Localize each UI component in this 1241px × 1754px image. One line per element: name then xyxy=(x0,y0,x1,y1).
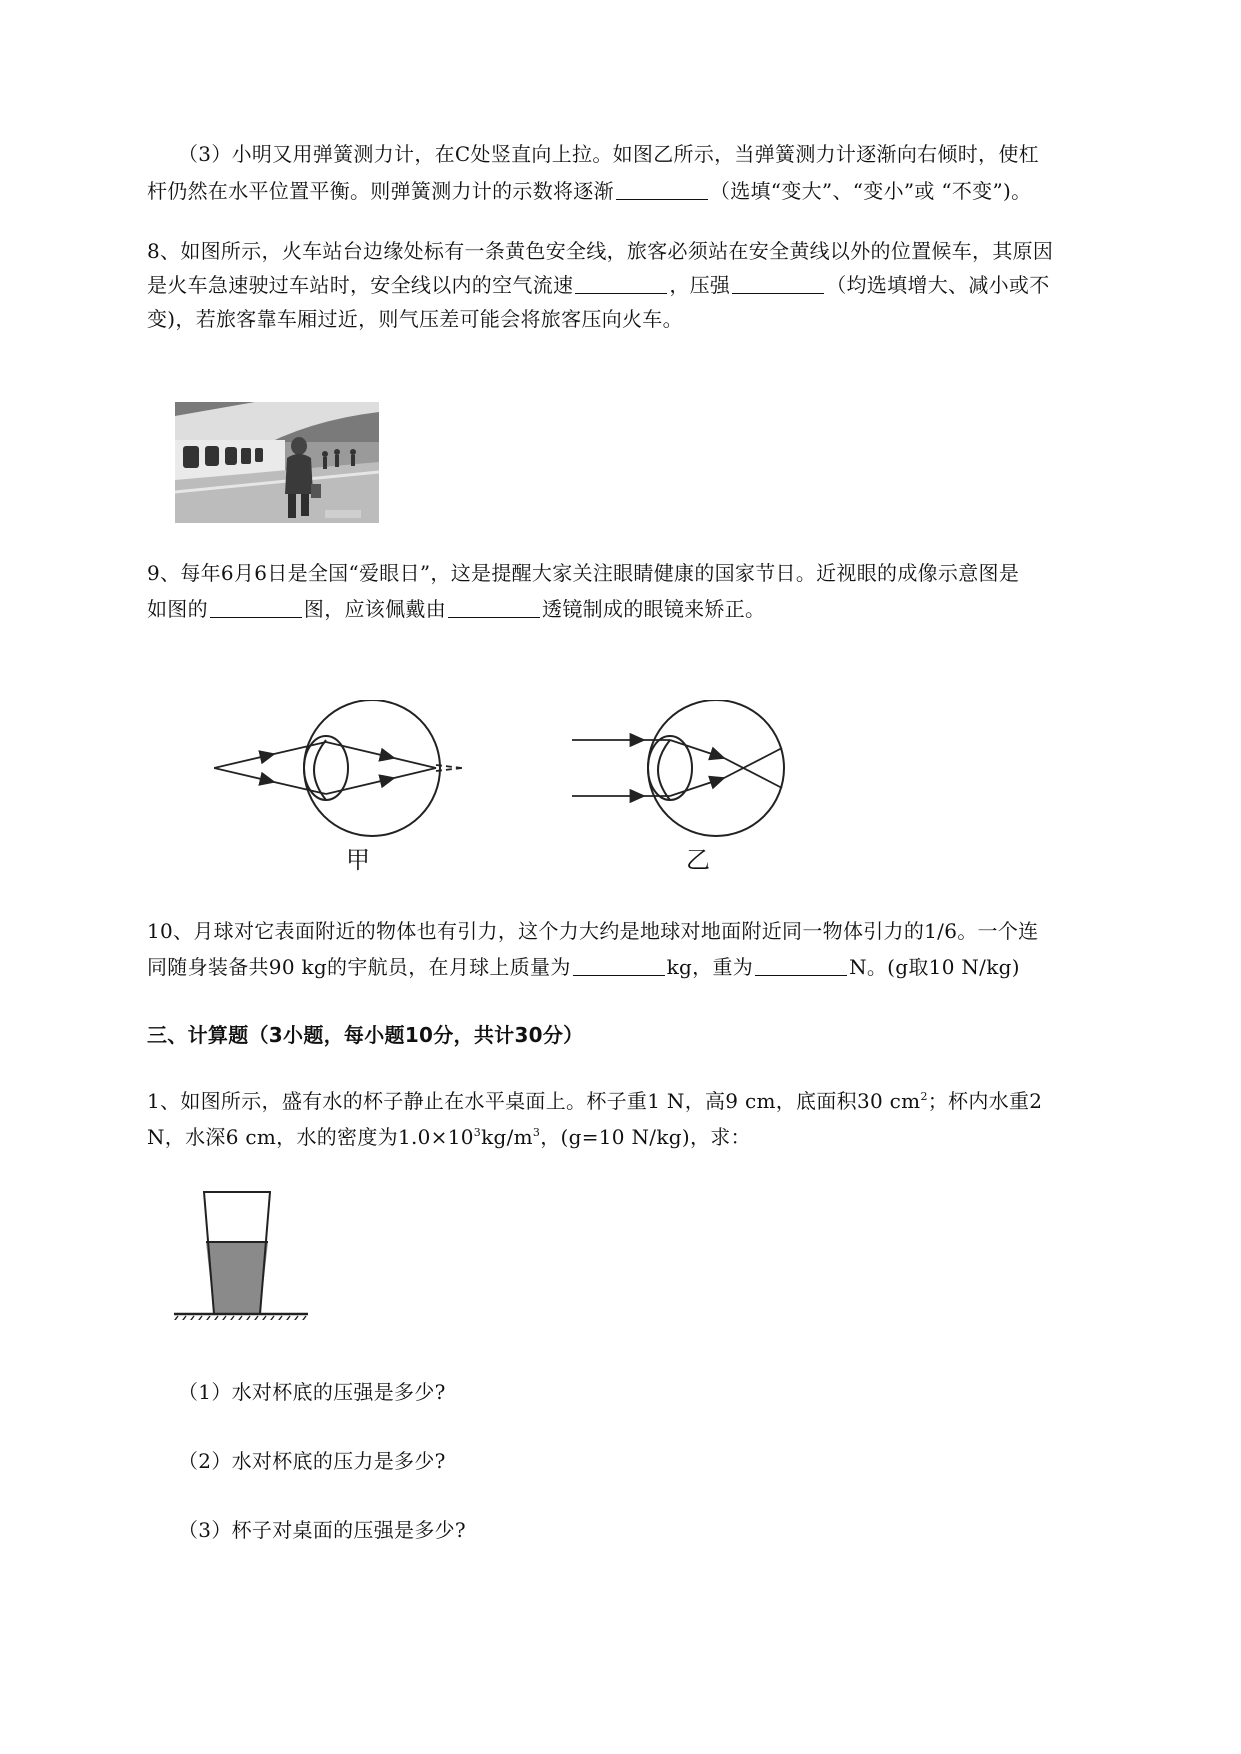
q10-answer-blank-1[interactable] xyxy=(573,955,665,976)
q8-text-b: ，压强 xyxy=(669,273,731,297)
c1-text-2b: kg/m xyxy=(481,1125,533,1149)
q7-text-a: 杆仍然在水平位置平衡。则弹簧测力计的示数将逐渐 xyxy=(147,179,614,203)
eye-label-jia: 甲 xyxy=(346,846,371,874)
q7-part3-line1: （3）小明又用弹簧测力计，在C处竖直向上拉。如图乙所示，当弹簧测力计逐渐向右倾时，使杠 xyxy=(178,142,1039,166)
c1-sup-3: 3 xyxy=(532,1126,541,1139)
q10-line1: 10、月球对它表面附近的物体也有引力，这个力大约是地球对地面附近同一物体引力的1/6。一个连 xyxy=(147,919,1039,943)
q8-answer-blank-2[interactable] xyxy=(732,273,824,294)
q9-line2 xyxy=(147,594,765,624)
q8-line3: 变)，若旅客靠车厢过近，则气压差可能会将旅客压向火车。 xyxy=(147,307,683,331)
q8-text-a: 是火车急速驶过车站时，安全线以内的空气流速 xyxy=(147,273,574,297)
eye-diagrams xyxy=(214,700,834,880)
q9-line1: 9、每年6月6日是全国“爱眼日”，这是提醒大家关注眼睛健康的国家节日。近视眼的成像示意图是 xyxy=(147,561,1020,585)
q7-text-b: （选填“变大”、“变小”或 “不变”)。 xyxy=(709,179,1032,203)
q9-text-c: 透镜制成的眼镜来矫正。 xyxy=(542,597,766,621)
c1-text-1b: ；杯内水重2 xyxy=(927,1089,1043,1113)
q9-text-b: 图，应该佩戴由 xyxy=(303,597,447,621)
q9-answer-blank-2[interactable] xyxy=(448,597,540,618)
eye-diagram-jia xyxy=(214,700,462,836)
section-3-heading: 三、计算题（3小题，每小题10分，共计30分） xyxy=(147,1023,584,1047)
q8-line2 xyxy=(147,270,1050,300)
q10-answer-blank-2[interactable] xyxy=(755,955,847,976)
train-station-photo xyxy=(175,402,379,523)
q8-text-c: （均选填增大、减小或不 xyxy=(826,273,1050,297)
c1-sub2: （2）水对杯底的压力是多少? xyxy=(178,1449,446,1473)
c1-sup-2: 3 xyxy=(473,1126,482,1139)
q7-part3-line2 xyxy=(147,176,1031,206)
q10-line2 xyxy=(147,952,1020,982)
c1-text-1a: 1、如图所示，盛有水的杯子静止在水平桌面上。杯子重1 N，高9 cm，底面积30 cm xyxy=(147,1089,921,1113)
q7-answer-blank[interactable] xyxy=(616,179,708,200)
q9-answer-blank-1[interactable] xyxy=(210,597,302,618)
q10-text-b: kg，重为 xyxy=(666,955,754,979)
q8-answer-blank-1[interactable] xyxy=(575,273,667,294)
eye-label-yi: 乙 xyxy=(686,846,711,874)
c1-sub1: （1）水对杯底的压强是多少? xyxy=(178,1380,446,1404)
q10-text-c: N。(g取10 N/kg) xyxy=(849,955,1020,979)
c1-text-2a: N，水深6 cm，水的密度为1.0×10 xyxy=(147,1125,474,1149)
eye-diagram-yi xyxy=(572,700,784,836)
q8-line1: 8、如图所示，火车站台边缘处标有一条黄色安全线，旅客必须站在安全黄线以外的位置候车，其原因 xyxy=(147,239,1054,263)
cup-of-water-figure xyxy=(172,1190,310,1320)
c1-text-2c: ，(g=10 N/kg)，求： xyxy=(540,1125,751,1149)
c1-line1 xyxy=(147,1086,1042,1116)
q10-text-a: 同随身装备共90 kg的宇航员，在月球上质量为 xyxy=(147,955,571,979)
c1-sup-1: 2 xyxy=(920,1090,928,1103)
q9-text-a: 如图的 xyxy=(147,597,208,621)
c1-sub3: （3）杯子对桌面的压强是多少? xyxy=(178,1518,466,1542)
c1-line2 xyxy=(147,1122,751,1152)
